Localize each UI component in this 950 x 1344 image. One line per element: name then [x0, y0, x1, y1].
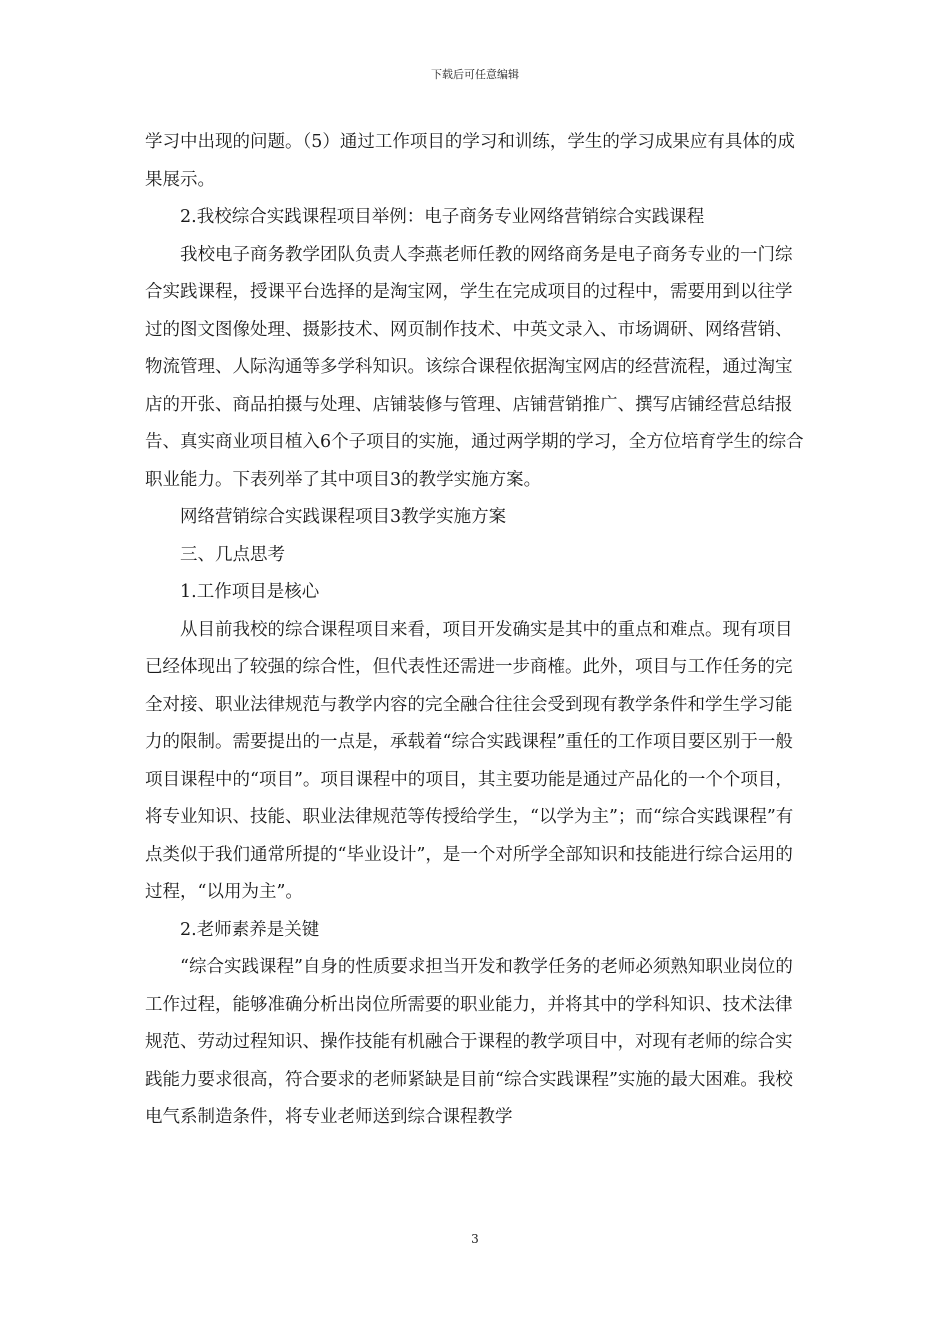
section-heading: 三、几点思考: [180, 544, 285, 565]
table-caption: 网络营销综合实践课程项目3教学实施方案: [180, 507, 507, 527]
page-header-note: 下载后可任意编辑: [431, 68, 519, 81]
subsection-heading: 1.工作项目是核心: [180, 582, 320, 602]
paragraph: 学习中出现的问题。（5）通过工作项目的学习和训练，学生的学习成果应有具体的成果展示。: [145, 132, 795, 190]
document-body: [145, 124, 805, 1137]
paragraph: 从目前我校的综合课程项目来看，项目开发确实是其中的重点和难点。现有项目已经体现出了较强的综合性，但代表性还需进一步商榷。此外，项目与工作任务的完全对接、职业法律规范与教学内容的完全融合往往会受到现有教学条件和学生学习能力的限制。需要提出的一点是，承载着“综合实践课程”重任的工作项目要区别于一般项目课程中的“项目”。项目课程中的项目，其主要功能是通过产品化的一个个项目，将专业知识、技能、职业法律规范等传授给学生，“以学为主”；而“综合实践课程”有点类似于我们通常所提的“毕业设计”，是一个对所学全部知识和技能进行综合运用的过程，“以用为主”。: [145, 619, 794, 902]
section-heading: 2.我校综合实践课程项目举例：电子商务专业网络营销综合实践课程: [180, 207, 705, 227]
page-number: 3: [471, 1232, 479, 1246]
paragraph: 我校电子商务教学团队负责人李燕老师任教的网络商务是电子商务专业的一门综合实践课程，授课平台选择的是淘宝网，学生在完成项目的过程中，需要用到以往学过的图文图像处理、摄影技术、网页制作技术、中英文录入、市场调研、网络营销、物流管理、人际沟通等多学科知识。该综合课程依据淘宝网店的经营流程，通过淘宝店的开张、商品拍摄与处理、店铺装修与管理、店铺营销推广、撰写店铺经营总结报告、真实商业项目植入6个子项目的实施，通过两学期的学习，全方位培育学生的综合职业能力。下表列举了其中项目3的教学实施方案。: [145, 244, 804, 490]
subsection-heading: 2.老师素养是关键: [180, 919, 320, 940]
paragraph: “综合实践课程”自身的性质要求担当开发和教学任务的老师必须熟知职业岗位的工作过程，能够准确分析出岗位所需要的职业能力，并将其中的学科知识、技术法律规范、劳动过程知识、操作技能有机融合于课程的教学项目中，对现有老师的综合实践能力要求很高，符合要求的老师紧缺是目前“综合实践课程”实施的最大困难。我校电气系制造条件，将专业老师送到综合课程教学: [145, 957, 793, 1127]
